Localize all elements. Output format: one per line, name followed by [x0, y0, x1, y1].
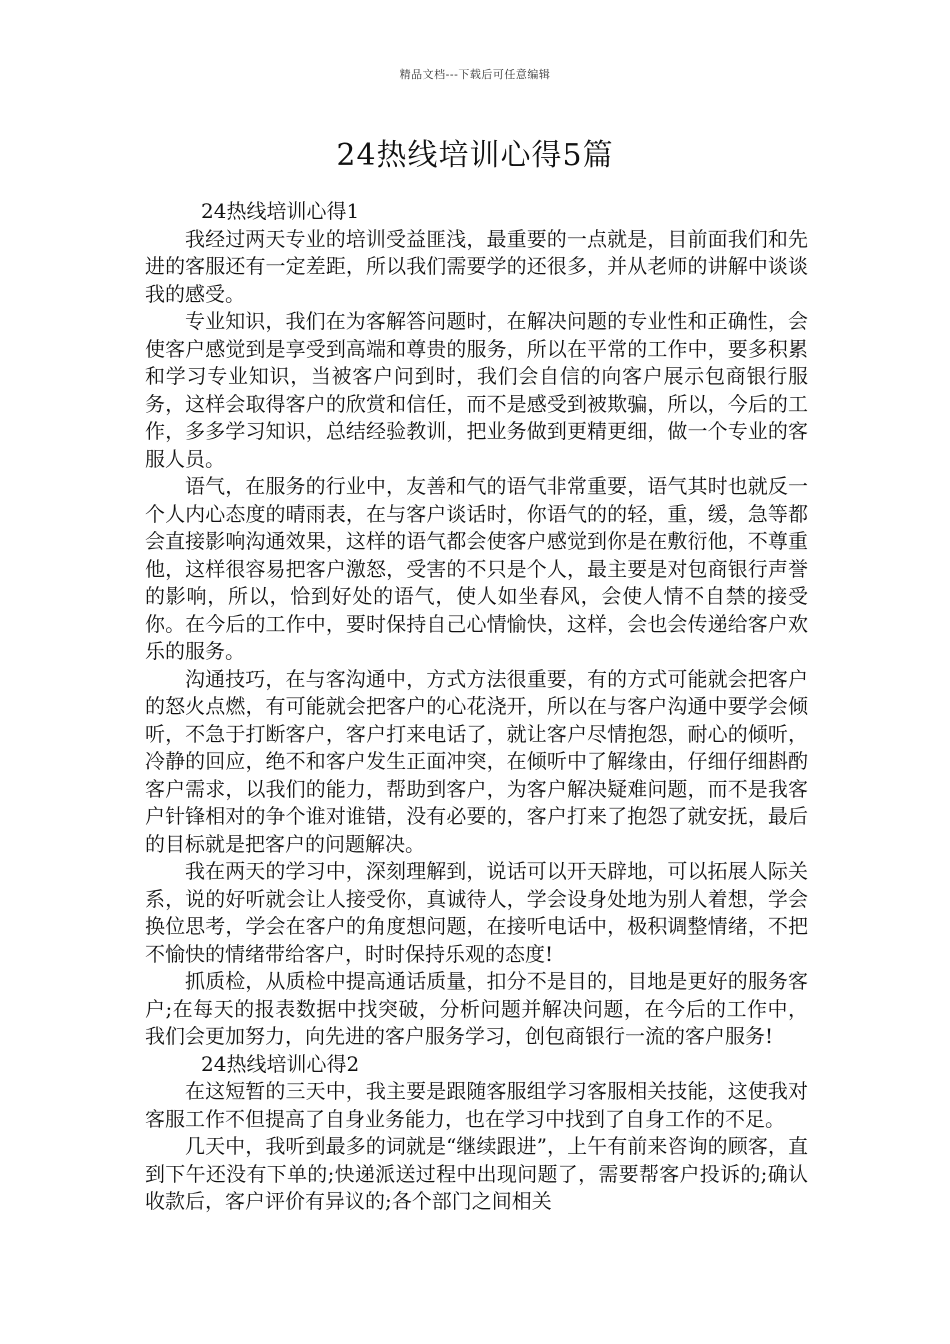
paragraph: 抓质检，从质检中提高通话质量，扣分不是目的，目地是更好的服务客户;在每天的报表数据中找突破，分析问题并解决问题，在今后的工作中，我们会更加努力，向先进的客户服务学习，创包商银行一流的客户服务!: [145, 969, 808, 1048]
paragraph: 我经过两天专业的培训受益匪浅，最重要的一点就是，目前面我们和先进的客服还有一定差距，所以我们需要学的还很多，并从老师的讲解中谈谈我的感受。: [145, 226, 808, 306]
paragraph: 语气，在服务的行业中，友善和气的语气非常重要，语气其时也就反一个人内心态度的晴雨表，在与客户谈话时，你语气的的轻，重，缓，急等都会直接影响沟通效果，这样的语气都会使客户感觉到你是在敷衍他，不尊重他，这样很容易把客户激怒，受害的不只是个人，最主要是对包商银行声誉的影响，所以，恰到好处的语气，使人如坐春风，会使人情不自禁的接受你。在今后的工作中，要时保持自己心情愉快，这样，会也会传递给客户欢乐的服务。: [145, 474, 808, 663]
section-heading: 24热线培训心得1: [201, 199, 360, 223]
section-heading: 24热线培训心得2: [201, 1051, 360, 1076]
paragraph: 我在两天的学习中，深刻理解到，说话可以开天辟地，可以拓展人际关系，说的好听就会让人接受你，真诚待人，学会设身处地为别人着想，学会换位思考，学会在客户的角度想问题，在接听电话中，极积调整情绪，不把不愉快的情绪带给客户，时时保持乐观的态度!: [145, 859, 808, 966]
paragraph: 专业知识，我们在为客解答问题时，在解决问题的专业性和正确性，会使客户感觉到是享受到高端和尊贵的服务，所以在平常的工作中，要多积累和学习专业知识，当被客户问到时，我们会自信的向客户展示包商银行服务，这样会取得客户的欣赏和信任，而不是感受到被欺骗，所以，今后的工作，多多学习知识，总结经验教训，把业务做到更精更细，做一个专业的客服人员。: [145, 309, 808, 471]
paragraph: 在这短暂的三天中，我主要是跟随客服组学习客服相关技能，这使我对客服工作不但提高了自身业务能力，也在学习中找到了自身工作的不足。: [145, 1079, 808, 1131]
document-title: 24热线培训心得5篇: [336, 138, 614, 173]
paragraph: 沟通技巧，在与客沟通中，方式方法很重要，有的方式可能就会把客户的怒火点燃，有可能就会把客户的心花浇开，所以在与客户沟通中要学会倾听，不急于打断客户，客户打来电话了，就让客户尽情抱怨，耐心的倾听，冷静的回应，绝不和客户发生正面冲突，在倾听中了解缘由，仔细仔细斟酌客户需求，以我们的能力，帮助到客户，为客户解决疑难问题，而不是我客户针锋相对的争个谁对谁错，没有必要的，客户打来了抱怨了就安抚，最后的目标就是把客户的问题解决。: [145, 666, 808, 856]
document-body: [145, 198, 808, 1216]
paragraph: 几天中，我听到最多的词就是“继续跟进”，上午有前来咨询的顾客，直到下午还没有下单的;快递派送过程中出现问题了，需要帮客户投诉的;确认收款后，客户评价有异议的;各个部门之间相关: [145, 1134, 808, 1213]
header-note: 精品文档---下载后可任意编辑: [399, 68, 551, 81]
